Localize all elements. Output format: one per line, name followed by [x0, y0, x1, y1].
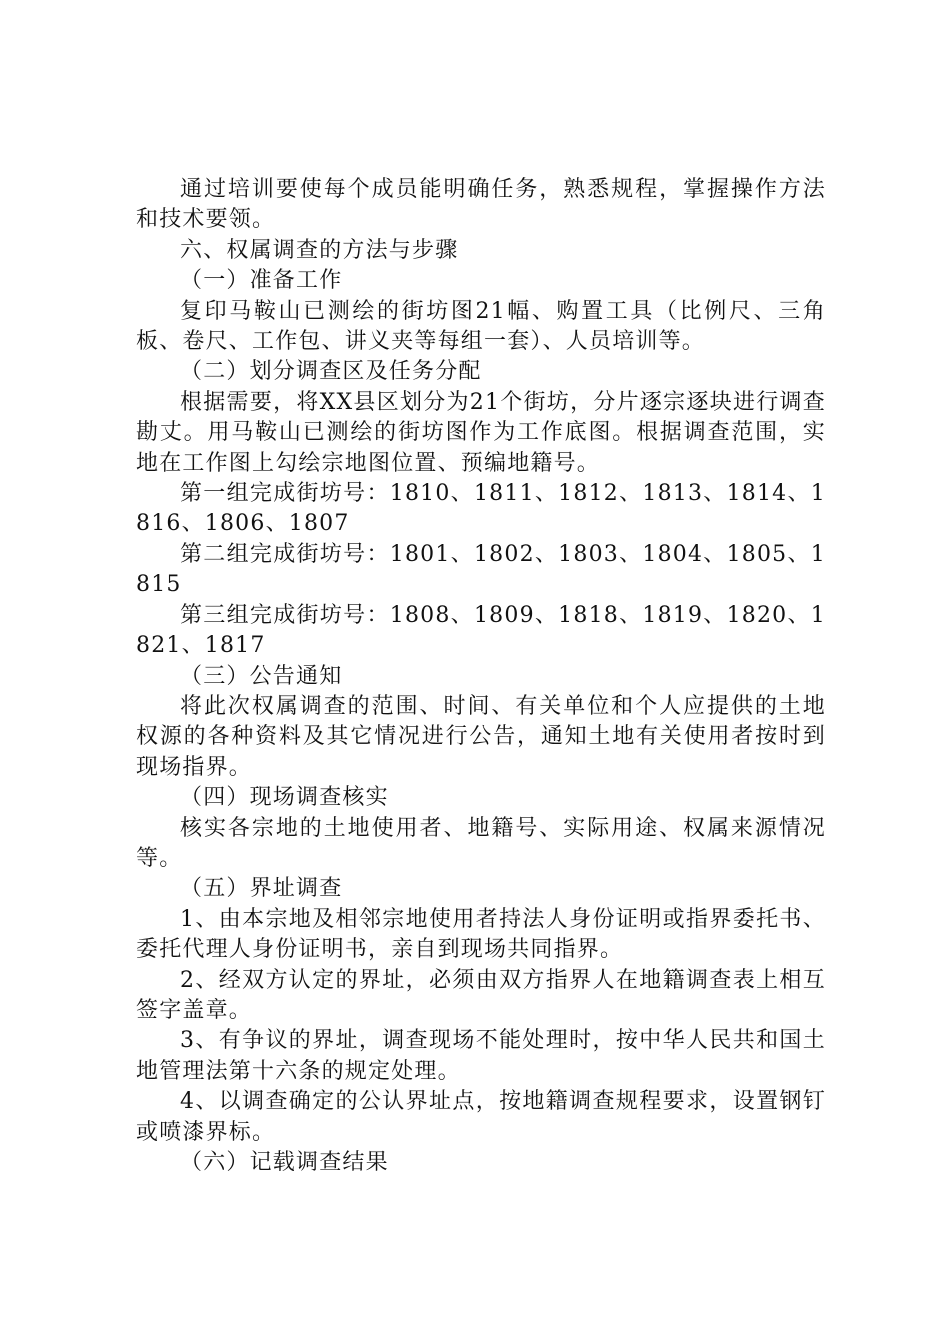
paragraph-boundary-3: 3、有争议的界址，调查现场不能处理时，按中华人民共和国土地管理法第十六条的规定处理。: [136, 1028, 826, 1084]
paragraph-announcement: 将此次权属调查的范围、时间、有关单位和个人应提供的土地权源的各种资料及其它情况进行公告，通知土地有关使用者按时到现场指界。: [136, 693, 826, 780]
document-body: [136, 175, 826, 1178]
paragraph-group-3: 第三组完成街坊号：1808、1809、1818、1819、1820、1821、1817: [136, 602, 826, 659]
section-heading-6: 六、权属调查的方法与步骤: [180, 237, 459, 263]
paragraph-boundary-4: 4、以调查确定的公认界址点，按地籍调查规程要求，设置钢钉或喷漆界标。: [136, 1089, 826, 1145]
subsection-heading-3: （三）公告通知: [180, 663, 343, 689]
paragraph-boundary-2: 2、经双方认定的界址，必须由双方指界人在地籍调查表上相互签字盖章。: [136, 967, 826, 1023]
paragraph-verification: 核实各宗地的土地使用者、地籍号、实际用途、权属来源情况等。: [136, 815, 826, 871]
paragraph-preparation: 复印马鞍山已测绘的街坊图21幅、购置工具（比例尺、三角板、卷尺、工作包、讲义夹等每组一套）、人员培训等。: [136, 298, 826, 355]
paragraph-group-2: 第二组完成街坊号：1801、1802、1803、1804、1805、1815: [136, 541, 826, 598]
subsection-heading-6: （六）记载调查结果: [180, 1150, 389, 1175]
subsection-heading-1: （一）准备工作: [180, 268, 343, 294]
subsection-heading-4: （四）现场调查核实: [180, 785, 389, 811]
paragraph-training-goal: 通过培训要使每个成员能明确任务，熟悉规程，掌握操作方法和技术要领。: [136, 177, 826, 233]
subsection-heading-5: （五）界址调查: [180, 876, 343, 902]
paragraph-division: 根据需要，将XX县区划分为21个街坊，分片逐宗逐块进行调查勘丈。用马鞍山已测绘的街坊图作为工作底图。根据调查范围，实地在工作图上勾绘宗地图位置、预编地籍号。: [136, 389, 826, 476]
paragraph-boundary-1: 1、由本宗地及相邻宗地使用者持法人身份证明或指界委托书、委托代理人身份证明书，亲自到现场共同指界。: [136, 906, 826, 963]
subsection-heading-2: （二）划分调查区及任务分配: [180, 359, 482, 385]
paragraph-group-1: 第一组完成街坊号：1810、1811、1812、1813、1814、1816、1806、1807: [136, 481, 826, 537]
